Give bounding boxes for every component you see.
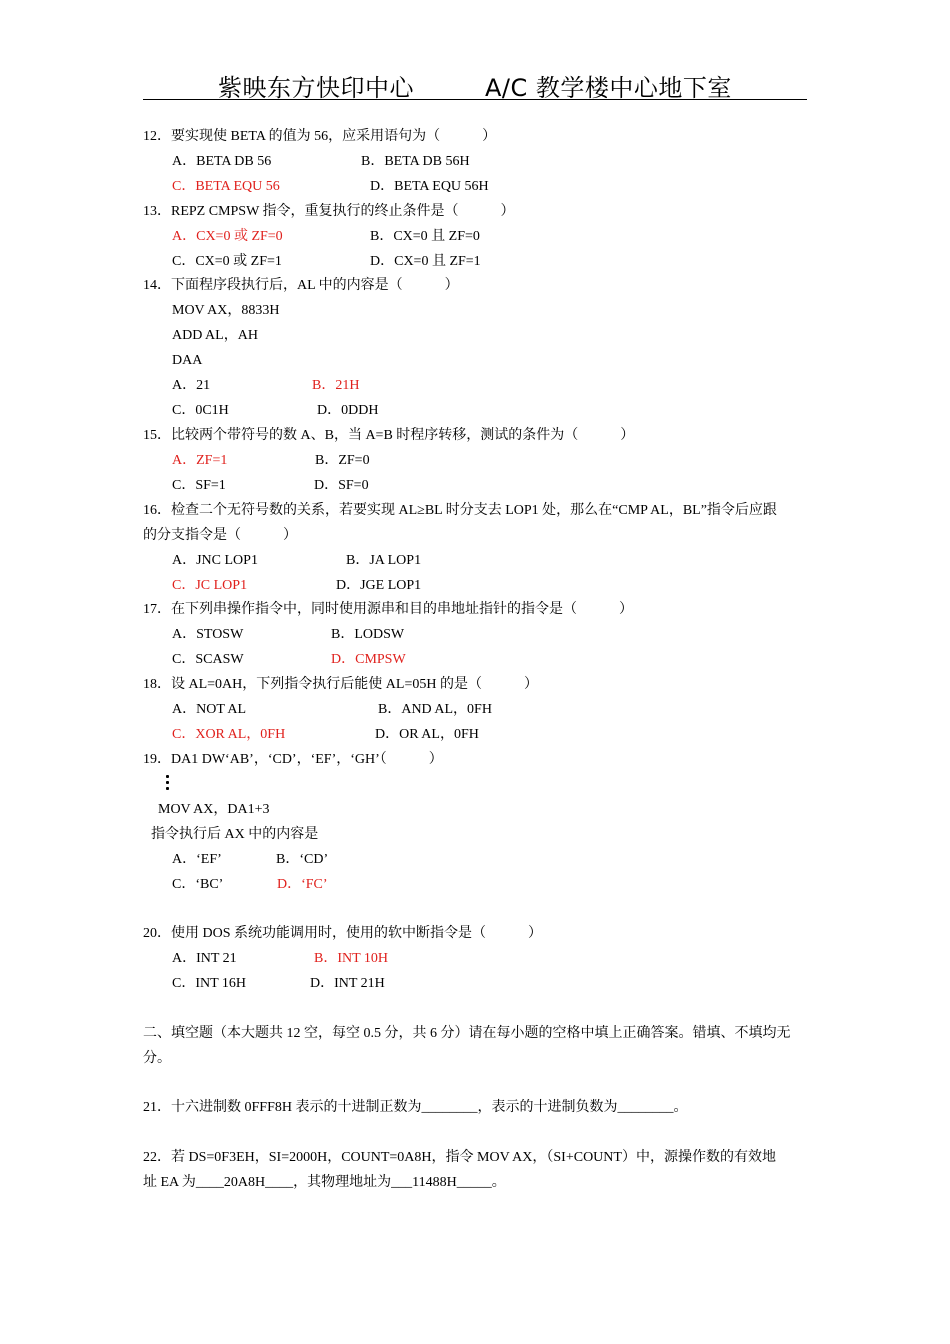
question-14-code-line: ADD AL，AH: [172, 328, 258, 343]
question-19-option-c: C．‘BC’: [172, 877, 224, 892]
question-13-option-c: C．CX=0 或 ZF=1: [172, 254, 282, 269]
question-19-stem: 19．DA1 DW‘AB’，‘CD’，‘EF’，‘GH’（ ）: [143, 752, 443, 767]
question-14-option-c: C．0C1H: [172, 403, 229, 418]
question-18-option-d: D．OR AL，0FH: [375, 727, 479, 742]
header-shop-name: 紫映东方快印中心: [218, 74, 414, 102]
question-16-stem-continued: 的分支指令是（ ）: [143, 528, 297, 543]
question-18-option-b: B．AND AL，0FH: [378, 702, 492, 717]
question-17-option-a: A．STOSW: [172, 627, 244, 642]
vertical-ellipsis-icon: [166, 775, 170, 791]
question-12-option-c-answer: C．BETA EQU 56: [172, 179, 280, 194]
question-12-option-d: D．BETA EQU 56H: [370, 179, 489, 194]
question-16-stem: 16．检查二个无符号数的关系，若要实现 AL≥BL 时分支去 LOP1 处，那么在“CMP AL，BL”指令后应跟: [143, 503, 777, 518]
question-22-stem-continued: 址 EA 为____20A8H____，其物理地址为___11488H_____。: [143, 1175, 506, 1190]
question-22-stem: 22．若 DS=0F3EH，SI=2000H，COUNT=0A8H，指令 MOV AX，（SI+COUNT）中，源操作数的有效地: [143, 1150, 776, 1165]
question-16-option-b: B．JA LOP1: [346, 553, 422, 568]
question-17-option-b: B．LODSW: [331, 627, 405, 642]
question-12-option-a: A．BETA DB 56: [172, 154, 272, 169]
question-12-stem: 12．要实现使 BETA 的值为 56，应采用语句为（ ）: [143, 129, 497, 144]
question-13-stem: 13．REPZ CMPSW 指令，重复执行的终止条件是（ ）: [143, 204, 515, 219]
question-17-stem: 17．在下列串操作指令中，同时使用源串和目的串地址指针的指令是（ ）: [143, 602, 633, 617]
header-location: A/C 教学楼中心地下室: [485, 74, 732, 102]
question-14-option-a: A．21: [172, 378, 211, 393]
question-19-note: 指令执行后 AX 中的内容是: [151, 827, 319, 842]
question-16-option-d: D．JGE LOP1: [336, 578, 422, 593]
question-13-option-a-answer: A．CX=0 或 ZF=0: [172, 229, 283, 244]
question-19-option-a: A．‘EF’: [172, 852, 222, 867]
question-14-code-line: MOV AX，8833H: [172, 303, 280, 318]
question-17-option-d-answer: D．CMPSW: [331, 652, 406, 667]
question-20-option-d: D．INT 21H: [310, 976, 385, 991]
section-2-instructions-continued: 分。: [143, 1051, 171, 1066]
question-21-stem: 21．十六进制数 0FFF8H 表示的十进制正数为________，表示的十进制负数为________。: [143, 1100, 688, 1115]
question-14-stem: 14．下面程序段执行后，AL 中的内容是（ ）: [143, 278, 459, 293]
question-15-option-c: C．SF=1: [172, 478, 226, 493]
question-18-option-a: A．NOT AL: [172, 702, 247, 717]
question-19-option-d-answer: D．‘FC’: [277, 877, 328, 892]
question-20-stem: 20．使用 DOS 系统功能调用时，使用的软中断指令是（ ）: [143, 926, 543, 941]
question-14-option-d: D．0DDH: [317, 403, 379, 418]
question-19-code-line: MOV AX，DA1+3: [158, 802, 270, 817]
question-14-code-line: DAA: [172, 353, 203, 368]
question-20-option-a: A．INT 21: [172, 951, 237, 966]
question-13-option-d: D．CX=0 且 ZF=1: [370, 254, 481, 269]
section-2-instructions: 二、填空题（本大题共 12 空，每空 0.5 分，共 6 分）请在每小题的空格中填上正确答案。错填、不填均无: [143, 1026, 791, 1041]
question-14-option-b-answer: B．21H: [312, 378, 360, 393]
question-15-stem: 15．比较两个带符号的数 A、B，当 A=B 时程序转移，测试的条件为（ ）: [143, 428, 635, 443]
question-17-option-c: C．SCASW: [172, 652, 244, 667]
question-16-option-a: A．JNC LOP1: [172, 553, 258, 568]
question-12-option-b: B．BETA DB 56H: [361, 154, 470, 169]
question-20-option-b-answer: B．INT 10H: [314, 951, 389, 966]
question-15-option-a-answer: A．ZF=1: [172, 453, 228, 468]
question-19-option-b: B．‘CD’: [276, 852, 329, 867]
question-18-option-c-answer: C．XOR AL，0FH: [172, 727, 286, 742]
question-18-stem: 18．设 AL=0AH，下列指令执行后能使 AL=05H 的是（ ）: [143, 677, 538, 692]
question-15-option-b: B．ZF=0: [315, 453, 370, 468]
page-header: [143, 66, 807, 100]
question-20-option-c: C．INT 16H: [172, 976, 247, 991]
question-13-option-b: B．CX=0 且 ZF=0: [370, 229, 480, 244]
question-16-option-c-answer: C．JC LOP1: [172, 578, 248, 593]
question-15-option-d: D．SF=0: [314, 478, 369, 493]
